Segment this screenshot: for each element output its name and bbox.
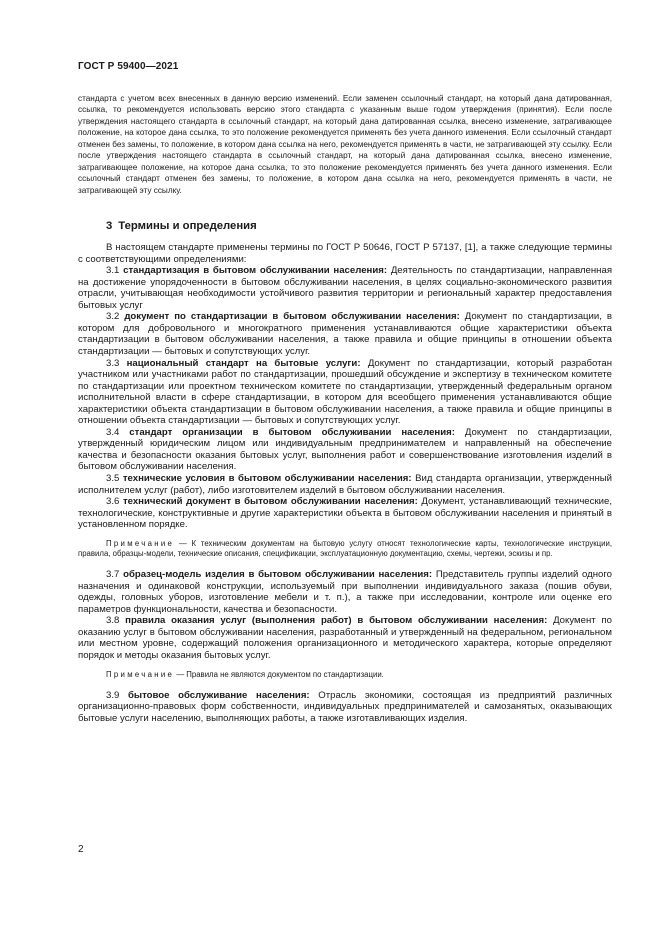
term-number: 3.7 (106, 569, 120, 581)
section-heading (78, 220, 612, 232)
page-content (78, 93, 612, 724)
term-definition: Документ по стандартизации, который разработан участником или участниками работ по стандартизации, прошедший обсуждение и экспертизу в техническом комитете по стандартизации или проектном техническом комитете по стандартизации, утвержденный федеральным органом исполнительной власти в сфере стандартизации, в котором для всеобщего применения устанавливаются общие характеристики объекта стандартизации в бытовом обслуживании населения, а также правила и общие принципы в отношении объекта стандартизации — бытовых и сопутствующих услуг. (78, 357, 613, 427)
section-title: Термины и определения (118, 220, 257, 233)
term-number: 3.3 (106, 357, 120, 369)
term-name: национальный стандарт на бытовые услуги: (126, 357, 361, 369)
section-number: 3 (106, 220, 113, 233)
term-definition: Документ по стандартизации, утвержденный юридическим лицом или индивидуальным предпринимателем и направленный на обеспечение качества и безопасности оказания бытовых услуг, выполнения работ и совершенствование изготовления изделий в бытовом обслуживании населения. (78, 426, 612, 473)
note-text: — К техническим документам на бытовую услугу относят технологические карты, технологические инструкции, правила, образцы-модели, технические описания, спецификации, эксплуатационную документацию, схемы, чертежи, эскизы и пр. (78, 538, 612, 558)
term-definition: Документ по стандартизации, в котором для добровольного и многократного применения устанавливаются общие характеристики объекта стандартизации в бытовом обслуживании населения, а также правила и общие принципы в отношении объекта стандартизации — бытовых и сопутствующих услуг. (78, 311, 613, 357)
term-3-5 (78, 473, 612, 496)
term-3-4 (78, 427, 612, 473)
term-number: 3.2 (106, 311, 120, 323)
note-text: — Правила не являются документом по стандартизации. (176, 669, 384, 679)
term-name: бытовое обслуживание населения: (127, 689, 310, 701)
term-name: стандарт организации в бытовом обслуживании населения: (129, 426, 455, 438)
term-3-2 (78, 311, 612, 357)
term-name: документ по стандартизации в бытовом обслуживании населения: (124, 311, 460, 323)
term-3-1 (78, 265, 612, 311)
term-name: правила оказания услуг (выполнения работ) в бытовом обслуживании населения: (125, 615, 548, 627)
note-rules (78, 670, 612, 680)
term-definition: Вид стандарта организации, утвержденный исполнителем услуг (работ), либо изготовителем изделий в бытовом обслуживании населения. (78, 473, 612, 496)
note-label: Примечание (106, 669, 175, 679)
term-definition: Документ по оказанию услуг в бытовом обслуживании населения, разработанный и утвержденный на федеральном, региональном или местном уровне, содержащий положения организационного и методического характера, которые определяют порядок и методы оказания бытовых услуг. (78, 615, 612, 661)
term-number: 3.8 (106, 615, 120, 627)
term-definition: Представитель группы изделий одного назначения и одинаковой конструкции, используемый при выполнении индивидуального заказа (пошив обуви, одежды, головных уборов, изготовление мебели и т. п.), а также при исследовании, контроле или оценке его параметров функциональности, качества и безопасности. (78, 569, 612, 615)
note-label: Примечание (106, 538, 175, 548)
page-number: 2 (78, 844, 84, 855)
term-definition: Отрасль экономики, состоящая из предприятий различных организационно-правовых форм собственности, индивидуальных предпринимателей и самозанятых, оказывающих бытовые услуги населению, выполняющих работы, а также изготавливающих изделия. (78, 689, 612, 724)
term-name: технические условия в бытовом обслуживании населения: (122, 473, 412, 485)
document-header: ГОСТ Р 59400—2021 (78, 61, 179, 72)
term-3-7 (78, 569, 612, 615)
term-number: 3.5 (106, 473, 120, 485)
term-number: 3.4 (106, 426, 120, 438)
term-3-9 (78, 690, 612, 725)
term-definition: Деятельность по стандартизации, направленная на достижение упорядоченности в бытовом обслуживании населения, в целях социально-экономического развития отрасли, учитывающая необходимости устойчивого развития территории и региональный характер предоставления бытовых услуг (78, 265, 613, 311)
note-technical-documents (78, 539, 612, 559)
term-number: 3.6 (106, 496, 120, 508)
term-3-3 (78, 358, 612, 427)
section-lead: В настоящем стандарте применены термины по ГОСТ Р 50646, ГОСТ Р 57137, [1], а также следующие термины с соответствующими определениями: (78, 242, 612, 265)
term-number: 3.1 (106, 265, 120, 277)
term-name: образец-модель изделия в бытовом обслуживании населения: (123, 569, 433, 581)
term-name: технический документ в бытовом обслуживании населения: (122, 496, 418, 508)
term-definition: Документ, устанавливающий технические, технологические, конструктивные и другие характеристики объекта в бытовом обслуживании населения и принятый в установленном порядке. (78, 496, 613, 531)
intro-paragraph: стандарта с учетом всех внесенных в данную версию изменений. Если заменен ссылочный стандарт, на который дана датированная, ссылка, то рекомендуется использовать версию этого стандарта с указанным выше годом утверждения (принятия). Если после утверждения настоящего стандарта в ссылочный стандарт, на который дана датированная ссылка, внесено изменение, затрагивающее положение, на которое дана ссылка, то это положение рекомендуется применять без учета данного изменения. Если ссылочный стандарт отменен без замены, то положение, в котором дана ссылка на него, рекомендуется применять в части, не затрагивающей эту ссылку. Если после утверждения настоящего стандарта в ссылочный стандарт, на который дана датированная ссылка, внесено изменение, затрагивающее положение, на которое дана ссылка, то это положение рекомендуется применять без учета данного изменения. Если ссылочный стандарт отменен без замены, то положение, в котором дана ссылка на него, рекомендуется применять в части, не затрагивающей эту ссылку. (78, 94, 612, 195)
term-3-8 (78, 615, 612, 661)
term-name: стандартизация в бытовом обслуживании населения: (123, 265, 388, 277)
term-number: 3.9 (106, 689, 120, 701)
term-3-6 (78, 496, 612, 531)
